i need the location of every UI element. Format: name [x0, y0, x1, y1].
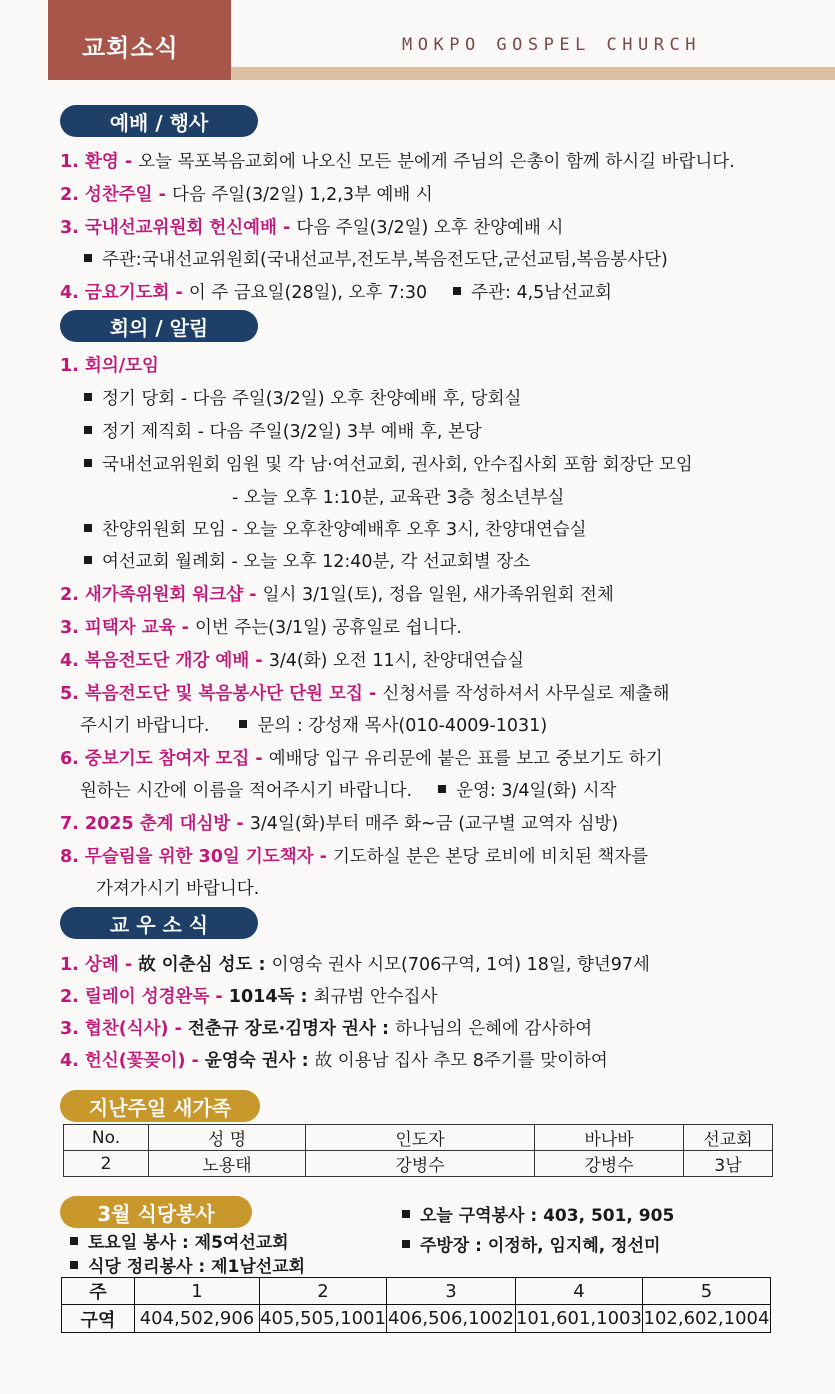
- section-worship-title: 예배 / 행사: [60, 105, 258, 137]
- table-cell: 구역: [62, 1305, 135, 1333]
- section-news-title: 교 우 소 식: [60, 907, 258, 939]
- news-item-1: 1. 상례 - 故 이춘심 성도 : 이영숙 권사 시모(706구역, 1여) 18일, 향년97세: [60, 955, 650, 975]
- table-cell: 405,505,1001: [260, 1305, 387, 1333]
- header-bar: [231, 67, 835, 80]
- meeting-item-4: 4. 복음전도단 개강 예배 - 3/4(화) 오전 11시, 찬양대연습실: [60, 651, 525, 671]
- table-header-cell: 5: [642, 1278, 770, 1305]
- table-cell: 101,601,1003: [515, 1305, 642, 1333]
- meeting-item-7: 7. 2025 춘계 대심방 - 3/4일(화)부터 매주 화~금 (교구별 교역자 심방): [60, 814, 619, 834]
- meeting-item-6: 6. 중보기도 참여자 모집 - 예배당 입구 유리문에 붙은 표를 보고 중보기도 하기: [60, 749, 663, 769]
- kitchen-table: [61, 1277, 771, 1333]
- table-cell: 강병수: [306, 1151, 535, 1177]
- meeting-sub-2: 정기 제직회 - 다음 주일(3/2일) 3부 예배 후, 본당: [84, 418, 482, 443]
- table-row: [64, 1151, 773, 1177]
- table-cell: 노용태: [149, 1151, 306, 1177]
- table-header-cell: 주: [62, 1278, 135, 1305]
- table-cell: 2: [64, 1151, 149, 1177]
- meeting-sub-1: 정기 당회 - 다음 주일(3/2일) 오후 찬양예배 후, 당회실: [84, 385, 521, 410]
- bullet-icon: [438, 785, 446, 793]
- bullet-icon: [402, 1240, 410, 1248]
- section-kitchen-title: 3월 식당봉사: [60, 1196, 252, 1228]
- bullet-icon: [453, 287, 461, 295]
- meeting-item-2: 2. 새가족위원회 워크샵 - 일시 3/1일(토), 정읍 일원, 새가족위원회 전체: [60, 585, 614, 605]
- meeting-sub-5: 여선교회 월례회 - 오늘 오후 12:40분, 각 선교회별 장소: [84, 548, 530, 573]
- page-title: 교회소식: [82, 34, 179, 62]
- church-name: MOKPO GOSPEL CHURCH: [402, 35, 701, 55]
- table-header-cell: 바나바: [535, 1125, 684, 1151]
- bullet-icon: [84, 426, 92, 434]
- table-cell: 3남: [684, 1151, 773, 1177]
- kitchen-chef: 주방장 : 이정하, 임지혜, 정선미: [402, 1231, 660, 1256]
- table-header-cell: 인도자: [306, 1125, 535, 1151]
- table-row: [62, 1305, 771, 1333]
- worship-item-4: 4. 금요기도회 - 이 주 금요일(28일), 오후 7:30 주관: 4,5남선교회: [60, 283, 612, 303]
- newcomers-table: [63, 1124, 773, 1177]
- worship-item-3: 3. 국내선교위원회 헌신예배 - 다음 주일(3/2일) 오후 찬양예배 시: [60, 218, 564, 238]
- table-header-cell: 1: [135, 1278, 260, 1305]
- table-header-cell: 4: [515, 1278, 642, 1305]
- worship-item-1: 1. 환영 - 오늘 목포복음교회에 나오신 모든 분에게 주님의 은총이 함께 하시길 바랍니다.: [60, 152, 735, 172]
- table-header-row: [62, 1278, 771, 1305]
- table-cell: 404,502,906: [135, 1305, 260, 1333]
- news-item-4: 4. 헌신(꽃꽂이) - 윤영숙 권사 : 故 이용남 집사 추모 8주기를 맞이하여: [60, 1051, 608, 1071]
- meeting-item-5: 5. 복음전도단 및 복음봉사단 단원 모집 - 신청서를 작성하셔서 사무실로 제출해: [60, 684, 670, 704]
- news-item-3: 3. 협찬(식사) - 전춘규 장로·김명자 권사 : 하나님의 은혜에 감사하여: [60, 1019, 593, 1039]
- table-header-cell: 성 명: [149, 1125, 306, 1151]
- meeting-sub-3: 국내선교위원회 임원 및 각 남·여선교회, 권사회, 안수집사회 포함 회장단 모임: [84, 451, 693, 476]
- bullet-icon: [70, 1261, 78, 1269]
- bullet-icon: [84, 393, 92, 401]
- meeting-item-1: 1. 회의/모임: [60, 356, 159, 376]
- meeting-sub-4: 찬양위원회 모임 - 오늘 오후찬양예배후 오후 3시, 찬양대연습실: [84, 516, 587, 541]
- table-header-row: [64, 1125, 773, 1151]
- meeting-item-3: 3. 피택자 교육 - 이번 주는(3/1일) 공휴일로 쉽니다.: [60, 618, 462, 638]
- bullet-icon: [239, 720, 247, 728]
- meeting-item-5-cont: 주시기 바랍니다. 문의 : 강성재 목사(010-4009-1031): [80, 716, 548, 736]
- kitchen-today: 오늘 구역봉사 : 403, 501, 905: [402, 1201, 674, 1226]
- worship-item-3-host: 주관:국내선교위원회(국내선교부,전도부,복음전도단,군선교팀,복음봉사단): [84, 246, 668, 271]
- bullet-icon: [70, 1237, 78, 1245]
- section-meeting-title: 회의 / 알림: [60, 310, 258, 342]
- meeting-sub-3-detail: - 오늘 오후 1:10분, 교육관 3층 청소년부실: [232, 488, 565, 508]
- table-cell: 406,506,1002: [386, 1305, 515, 1333]
- table-header-cell: 3: [386, 1278, 515, 1305]
- kitchen-cleanup: 식당 정리봉사 : 제1남선교회: [70, 1252, 305, 1277]
- meeting-item-8: 8. 무슬림을 위한 30일 기도책자 - 기도하실 분은 본당 로비에 비치된 책자를: [60, 847, 649, 867]
- table-header-cell: No.: [64, 1125, 149, 1151]
- table-cell: 강병수: [535, 1151, 684, 1177]
- bullet-icon: [84, 524, 92, 532]
- kitchen-saturday: 토요일 봉사 : 제5여선교회: [70, 1228, 289, 1253]
- worship-item-2: 2. 성찬주일 - 다음 주일(3/2일) 1,2,3부 예배 시: [60, 185, 433, 205]
- meeting-item-6-cont: 원하는 시간에 이름을 적어주시기 바랍니다. 운영: 3/4일(화) 시작: [80, 781, 617, 801]
- section-newcomers-title: 지난주일 새가족: [60, 1090, 260, 1122]
- table-cell: 102,602,1004: [642, 1305, 770, 1333]
- table-header-cell: 선교회: [684, 1125, 773, 1151]
- news-item-2: 2. 릴레이 성경완독 - 1014독 : 최규범 안수집사: [60, 987, 438, 1007]
- bullet-icon: [84, 459, 92, 467]
- bullet-icon: [402, 1210, 410, 1218]
- bullet-icon: [84, 254, 92, 262]
- meeting-item-8-cont: 가져가시기 바랍니다.: [96, 879, 260, 899]
- table-header-cell: 2: [260, 1278, 387, 1305]
- bullet-icon: [84, 556, 92, 564]
